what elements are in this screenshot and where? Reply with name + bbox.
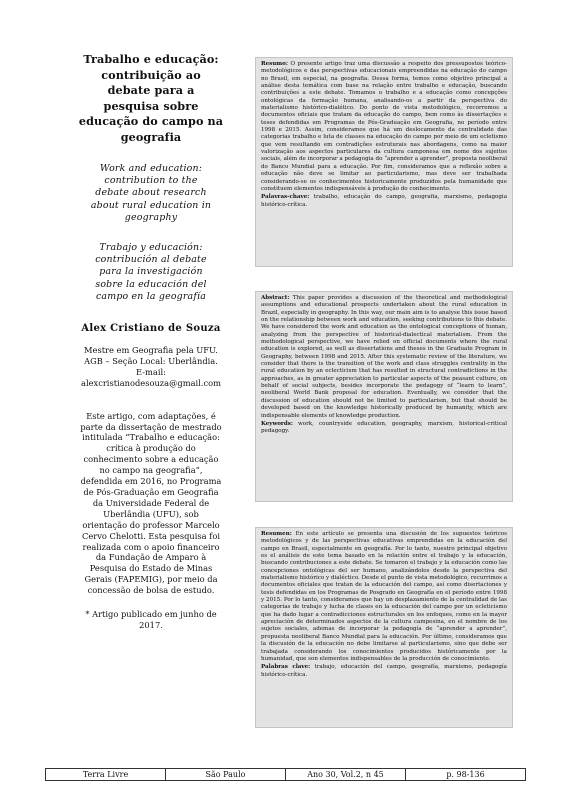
title-en-line: geography xyxy=(124,211,178,223)
title-es-line: contribución al debate xyxy=(95,254,207,266)
title-pt-line: debate para a xyxy=(107,83,195,97)
keywords-body-es: trabajo, educación del campo, geografía, marxismo, pedagogía histórico-crítica. xyxy=(261,664,507,678)
keywords-body-en: work, countryside education, geography, marxism, historical-critical pedagogy. xyxy=(261,420,507,435)
note-line: parte da dissertação de mestrado xyxy=(80,421,222,432)
note-line: Pesquisa do Estado de Minas xyxy=(89,563,213,574)
abstract-text-es xyxy=(261,531,507,663)
publication-note xyxy=(62,609,240,631)
abstract-body-es: En este artículo se presenta una discusión de los supuestos teóricos metodológicos y de las perspectivas educativas emprendidas en la educación del campo en Brasil, especialmente en geografía. Por lo tanto, nuestro principal objetivo es el análisis de este tema basado en la relación entre el trabajo y la educación, buscando contribuciones a este debate. Se tomaron el trabajo y la educación como las concepciones ontológicas del ser humano, analizándolos desde la perspectiva del materialismo histórico y dialéctico. Desde el punto de vista metodológico, recurrimos a documentos oficiales que tratan de la educación del campo, así como disertaciones y tesis defendidas en los Programas de Posgrado en Geografía en el período entre 1998 y 2015. Por lo tanto, consideramos que hay un desplazamiento de la centralidad de las categorías de trabajo y lucha de clases en la educación del campo por un ecleticismo que ha dado lugar a contradicciones estructurales en los enfoques, como en la mayor apreciación de determinados aspectos de la cultura campesina, en el nombre de los sujetos sociales, ademas de incorporar la pedagogía de “aprender a aprender”, propuesta neoliberal Banco Mundial para la educación. Por último, consideramos que la discusión de la educación no debe limitarse al particularismo, sino que debe ser trabajada considerando los conocimientos producidos históricamente por la humanidad, que son elementos indispensables de la producción de conocimiento. xyxy=(261,531,507,662)
abstract-box-english xyxy=(255,291,513,502)
footer-journal: Terra Livre xyxy=(46,769,166,780)
keywords-label-es: Palabras clave: xyxy=(261,664,311,671)
title-es-line: para la investigación xyxy=(99,266,203,278)
footer-pages: p. 98-136 xyxy=(446,770,485,779)
title-pt-line: geografia xyxy=(120,129,182,144)
note-line: realizada com o apoio financeiro xyxy=(82,541,220,552)
title-english xyxy=(62,163,240,224)
note-line: da Universidade Federal de xyxy=(92,497,210,508)
article-note xyxy=(62,411,240,596)
title-pt-line: contribuição ao xyxy=(101,67,201,82)
title-en-line: debate about research xyxy=(95,187,207,199)
keywords-pt xyxy=(261,194,507,209)
title-pt-line: Trabalho e educação: xyxy=(83,52,219,66)
note-line: da Fundação de Amparo à xyxy=(95,552,207,563)
note-line: no campo na geografia”, xyxy=(99,465,203,476)
publication-line: * Artigo publicado em junho de xyxy=(85,609,217,620)
title-es-line: Trabajo y educación: xyxy=(99,242,203,254)
keywords-en xyxy=(261,421,507,436)
author-email: alexcristianodesouza@gmail.com xyxy=(81,377,221,388)
note-line: intitulada “Trabalho e educação: xyxy=(82,432,220,443)
title-en-line: about rural education in xyxy=(90,199,212,211)
abstract-box-spanish xyxy=(255,527,513,728)
publication-line: 2017. xyxy=(139,619,163,630)
affiliation-line: AGB – Seção Local: Uberlândia. xyxy=(84,355,218,366)
title-spanish xyxy=(62,242,240,303)
title-portuguese xyxy=(62,52,240,145)
note-line: de Pós-Graduação em Geografia xyxy=(83,487,219,497)
footer-volume: Ano 30, Vol.2, n 45 xyxy=(286,769,406,780)
footer-city: São Paulo xyxy=(166,769,286,780)
affiliation-line: Mestre em Geografia pela UFU. xyxy=(84,345,218,356)
note-line: orientação do professor Marcelo xyxy=(82,519,220,530)
note-line: Gerais (FAPEMIG), por meio da xyxy=(84,574,218,585)
note-line: defendida em 2016, no Programa xyxy=(80,476,222,487)
journal-footer xyxy=(45,768,526,781)
keywords-es xyxy=(261,664,507,679)
abstract-label-en: Abstract: xyxy=(261,295,290,301)
abstract-label-pt: Resumo: xyxy=(261,61,288,67)
author-name: Alex Cristiano de Souza xyxy=(81,323,221,335)
abstract-text-en xyxy=(261,295,507,420)
author-affiliation xyxy=(62,345,240,389)
title-en-line: contribution to the xyxy=(104,175,198,187)
title-es-line: campo en la geografía xyxy=(95,290,206,302)
note-line: Este artigo, com adaptações, é xyxy=(86,410,216,421)
title-pt-line: pesquisa sobre xyxy=(103,98,199,113)
title-es-line: sobre la educación del xyxy=(95,278,207,290)
note-line: crítica à produção do xyxy=(106,443,196,454)
keywords-label-pt: Palavras-chave: xyxy=(261,194,310,201)
left-column xyxy=(62,52,240,631)
note-line: Cervo Chelotti. Esta pesquisa foi xyxy=(82,530,220,541)
note-line: concessão de bolsa de estudo. xyxy=(87,585,215,596)
note-line: conhecimento sobre a educação xyxy=(83,454,219,465)
abstract-label-es: Resumen: xyxy=(261,531,292,537)
abstract-body-pt: O presente artigo traz uma discussão a respeito dos pressupostos teórico-metodológicos e das perspectivas educacionais empreendidas na educação do campo no Brasil, em especial, na geografia. Dessa forma, temos como objetivo principal a análise desta temática com base na relação entre trabalho e educação, buscando contribuições a este debate. Tomamos o trabalho e a educação como concepções ontológicas da formação humana, analisando-os a partir da perspectiva do materialismo histórico-dialético. Do ponto de vista metodológico, recorremos a documentos oficiais que tratam da educação do campo, bem como às dissertações e teses defendidas em Programas de Pós-Graduação em Geografia, no período entre 1998 e 2015. Assim, consideramos que há um deslocamento da centralidade das categorias trabalho e luta de classes na educação do campo por meio de um ecletismo que vem resultando em contradições estruturais nas abordagens, como na maior valorização aos aspectos particulares da cultura camponesa em nome dos sujeitos sociais, além de incorporar a pedagogia do “aprender a aprender”, proposta neoliberal do Banco Mundial para a educação. Por fim, consideramos que a reflexão sobre a educação não deve se limitar ao particularismo, mas deve ser trabalhada considerando-se os conhecimentos historicamente produzidos pela humanidade que constituem elementos indispensáveis à produção do conhecimento. xyxy=(261,61,507,192)
abstract-box-portuguese xyxy=(255,57,513,267)
abstract-body-en: This paper provides a discussion of the theoretical and methodological assumptions and educational prospects undertaken about the rural education in Brazil, especially in geography. In this way, our main aim is to analyse this issue based on the relationship between work and education, seeking contributions to this debate. We have considered the work and education as the ontological conceptions of human, analyzing from the perspective of historical-dialectical materialism. From the methodological perspective, we have relied on official documents where the rural education is explored, as well as dissertations and theses in the Graduate Program in Geography, between 1998 and 2015. After this systematic review of the literature, we consider that there is the transition of the work and class struggles centrality in the rural education by an eclecticism that has resulted in structural contradictions in the approaches, as in greater appreciation to particular aspects of the peasant culture, on behalf of social subjects, besides incorporate the pedagogy of “learn to learn”, neoliberal World Bank proposal for education. Eventually, we consider that the discussion of education should not be limited to particularism, but that should be developed based on the knowledge historically produced by humanity, which are indispensable elements of knowledge production. xyxy=(261,295,507,419)
keywords-body-pt: trabalho, educação do campo, geografia, marxismo, pedagogia histórico-crítica. xyxy=(261,194,507,208)
title-en-line: Work and education: xyxy=(99,163,203,174)
note-line: Uberlândia (UFU), sob xyxy=(103,508,199,519)
title-pt-line: educação do campo na xyxy=(78,114,224,128)
affiliation-line: E-mail: xyxy=(136,366,166,377)
keywords-label-en: Keywords: xyxy=(261,420,293,427)
abstract-text-pt xyxy=(261,61,507,193)
